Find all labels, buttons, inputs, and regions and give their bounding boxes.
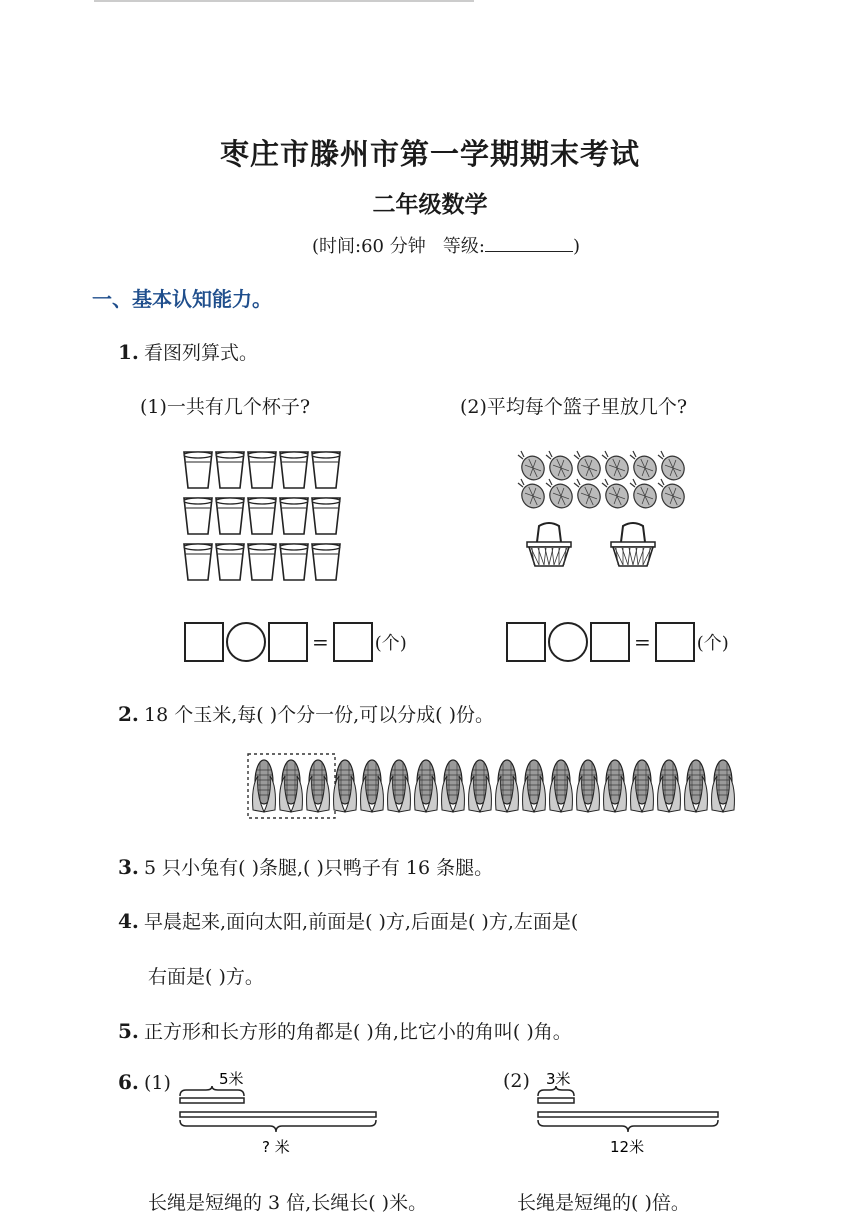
cup-icon xyxy=(280,544,308,580)
question-5 xyxy=(118,1017,572,1044)
top-edge-line xyxy=(94,0,474,2)
pineapple-icon xyxy=(602,479,632,512)
corn-icon xyxy=(253,760,276,812)
pineapple-icon xyxy=(602,451,632,484)
short-rope xyxy=(180,1098,244,1103)
pineapple-icon xyxy=(574,479,604,512)
pineapples-illustration xyxy=(515,448,700,578)
section-heading: 一、基本认知能力。 xyxy=(92,287,272,311)
corn-icon xyxy=(523,760,546,812)
question-4 xyxy=(118,907,578,934)
unit-label: (个) xyxy=(374,633,407,654)
cup-icon xyxy=(312,452,340,488)
q5-number: 5. xyxy=(118,1019,139,1043)
cup-icon xyxy=(248,452,276,488)
short-rope-label: 3米 xyxy=(546,1070,571,1088)
q6-number: 6. xyxy=(118,1070,139,1094)
q1-text: 看图列算式。 xyxy=(143,342,258,364)
corn-icon xyxy=(307,760,330,812)
question-6 xyxy=(118,1070,171,1094)
long-rope-brace xyxy=(180,1120,376,1132)
rope-diagram-2 xyxy=(530,1066,730,1162)
pineapple-icon xyxy=(518,479,548,512)
corn-icon xyxy=(334,760,357,812)
question-3 xyxy=(118,853,493,880)
page-subtitle: 二年级数学 xyxy=(372,191,488,218)
q6-answer-1: 长绳是短绳的 3 倍,长绳长( )米。 xyxy=(148,1192,428,1214)
long-rope xyxy=(180,1112,376,1117)
cup-icon xyxy=(216,498,244,534)
q3-number: 3. xyxy=(118,855,139,879)
q1-sub1-text: (1)一共有几个杯子? xyxy=(140,396,311,418)
question-2 xyxy=(118,700,494,727)
pineapple-icon xyxy=(546,451,576,484)
corn-icon xyxy=(658,760,681,812)
cup-icon xyxy=(280,452,308,488)
cup-icon xyxy=(184,544,212,580)
corn-icon xyxy=(442,760,465,812)
corn-icon xyxy=(631,760,654,812)
cup-icon xyxy=(184,498,212,534)
pineapple-icon xyxy=(658,479,688,512)
q4-text: 早晨起来,面向太阳,前面是( )方,后面是( )方,左面是( xyxy=(143,911,579,933)
exam-meta xyxy=(312,232,580,258)
corn-icon xyxy=(388,760,411,812)
corn-icon xyxy=(712,760,735,812)
cup-icon xyxy=(248,498,276,534)
cup-icon xyxy=(312,544,340,580)
corn-icon xyxy=(469,760,492,812)
time-label: (时间:60 分钟 xyxy=(312,236,426,257)
q1-number: 1. xyxy=(118,340,139,364)
long-rope-label: 12米 xyxy=(610,1138,645,1156)
answer-box[interactable] xyxy=(268,622,308,662)
short-rope xyxy=(538,1098,574,1103)
unit-label: (个) xyxy=(696,633,729,654)
operator-circle[interactable] xyxy=(548,622,588,662)
rope-diagram-1 xyxy=(170,1066,390,1162)
cup-icon xyxy=(216,452,244,488)
corn-illustration xyxy=(246,750,746,822)
long-rope xyxy=(538,1112,718,1117)
cups-illustration xyxy=(178,448,348,588)
corn-icon xyxy=(604,760,627,812)
result-box[interactable] xyxy=(655,622,695,662)
pineapple-icon xyxy=(630,451,660,484)
pineapple-icon xyxy=(658,451,688,484)
pineapple-icon xyxy=(518,451,548,484)
cup-icon xyxy=(312,498,340,534)
basket-icon xyxy=(527,523,571,566)
question-1 xyxy=(118,338,258,365)
q2-text: 18 个玉米,每( )个分一份,可以分成( )份。 xyxy=(143,704,495,726)
grade-label: 等级: xyxy=(442,236,485,257)
cup-icon xyxy=(184,452,212,488)
equals-sign: = xyxy=(312,630,329,654)
cup-icon xyxy=(216,544,244,580)
q1-sub2-text: (2)平均每个篮子里放几个? xyxy=(460,396,688,418)
q6-sub2-label: (2) xyxy=(503,1070,530,1092)
grade-blank[interactable] xyxy=(485,235,573,252)
q4-text-continued: 右面是( )方。 xyxy=(148,966,264,988)
corn-icon xyxy=(415,760,438,812)
short-rope-label: 5米 xyxy=(219,1070,244,1088)
q1-equation-2 xyxy=(506,622,729,662)
q1-equation-1 xyxy=(184,622,407,662)
meta-close: ) xyxy=(572,236,580,257)
corn-icon xyxy=(685,760,708,812)
long-rope-label: ? 米 xyxy=(262,1138,290,1156)
corn-icon xyxy=(550,760,573,812)
long-rope-brace xyxy=(538,1120,718,1132)
corn-icon xyxy=(280,760,303,812)
result-box[interactable] xyxy=(333,622,373,662)
answer-box[interactable] xyxy=(184,622,224,662)
q3-text: 5 只小兔有( )条腿,( )只鸭子有 16 条腿。 xyxy=(143,857,494,879)
page-title: 枣庄市滕州市第一学期期末考试 xyxy=(219,137,640,171)
basket-icon xyxy=(611,523,655,566)
pineapple-icon xyxy=(546,479,576,512)
pineapple-icon xyxy=(630,479,660,512)
pineapple-icon xyxy=(574,451,604,484)
cup-icon xyxy=(248,544,276,580)
corn-icon xyxy=(577,760,600,812)
q6-sub1-label: (1) xyxy=(143,1072,171,1094)
q4-number: 4. xyxy=(118,909,139,933)
operator-circle[interactable] xyxy=(226,622,266,662)
q5-text: 正方形和长方形的角都是( )角,比它小的角叫( )角。 xyxy=(143,1021,572,1043)
cup-icon xyxy=(280,498,308,534)
corn-icon xyxy=(496,760,519,812)
answer-box[interactable] xyxy=(506,622,546,662)
corn-icon xyxy=(361,760,384,812)
q2-number: 2. xyxy=(118,702,139,726)
answer-box[interactable] xyxy=(590,622,630,662)
q6-answer-2: 长绳是短绳的( )倍。 xyxy=(517,1192,690,1214)
equals-sign: = xyxy=(634,630,651,654)
